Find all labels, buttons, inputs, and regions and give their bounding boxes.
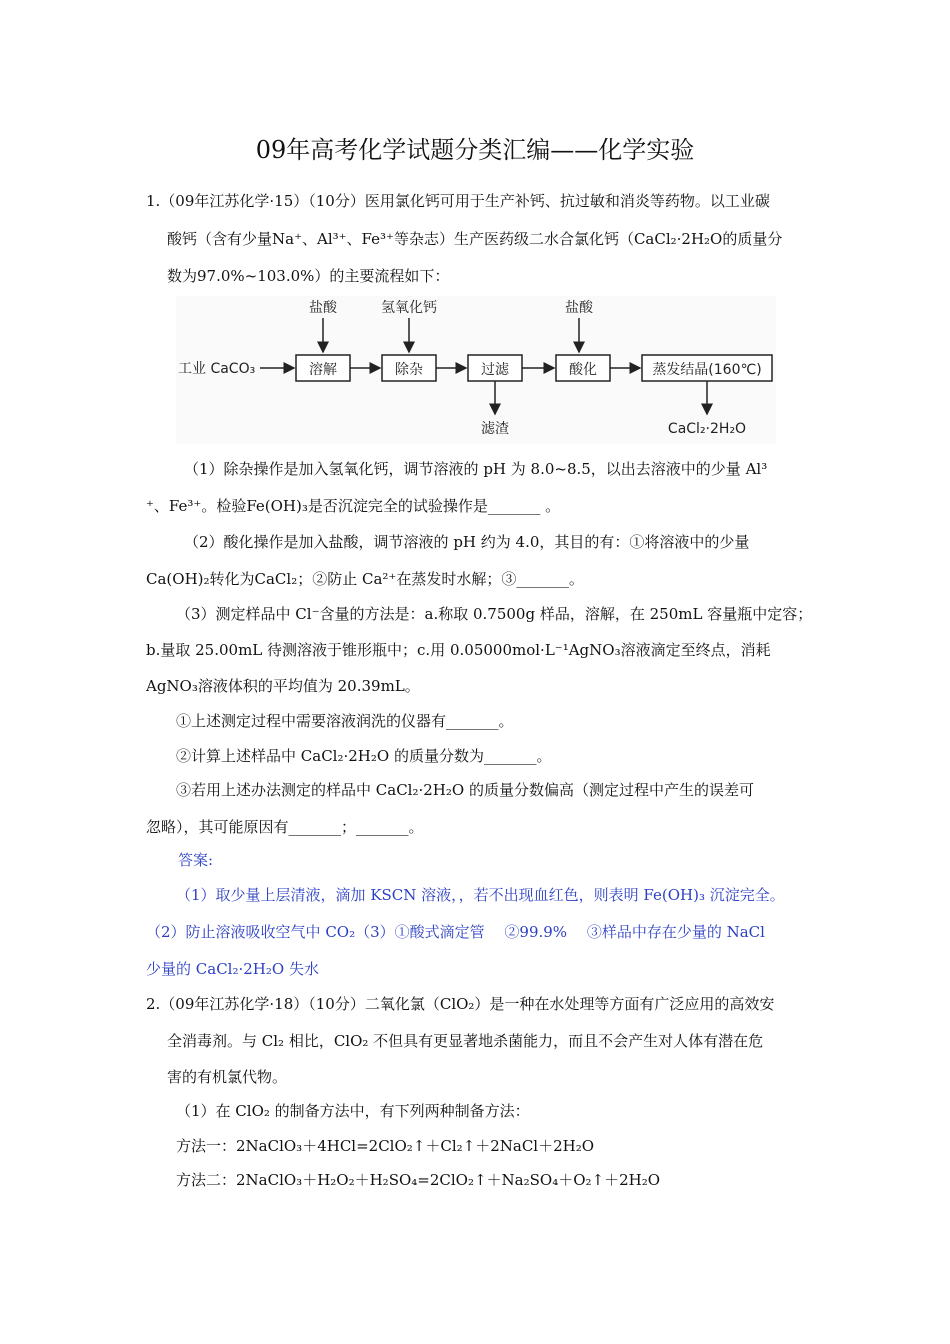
q1-sub-3-line-a: ③若用上述办法测定的样品中 CaCl₂·2H₂O 的质量分数偏高（测定过程中产生的误差可 bbox=[176, 781, 754, 799]
q1-line-2: 酸钙（含有少量Na⁺、Al³⁺、Fe³⁺等杂志）生产医药级二水合氯化钙（CaCl₂·2H₂O的质量分 bbox=[167, 230, 783, 248]
q1-part1-line-b: ⁺、Fe³⁺。检验Fe(OH)₃是否沉淀完全的试验操作是_______ 。 bbox=[146, 497, 561, 515]
flow-box-purify-label: 除杂 bbox=[395, 362, 423, 378]
q1-line-3: 数为97.0%~103.0%）的主要流程如下： bbox=[167, 267, 450, 285]
flow-waste-label: 滤渣 bbox=[481, 421, 509, 437]
answer-line-2: （2）防止溶液吸收空气中 CO₂（3）①酸式滴定管 ②99.9% ③样品中存在少量的 NaCl bbox=[146, 923, 765, 941]
q1-part2-line-b: Ca(OH)₂转化为CaCl₂；②防止 Ca²⁺在蒸发时水解；③_______。 bbox=[146, 570, 584, 588]
flow-box-evaporate-label: 蒸发结晶(160℃) bbox=[652, 362, 762, 378]
q1-line-1: 1.（09年江苏化学·15）（10分）医用氯化钙可用于生产补钙、抗过敏和消炎等药物。以工业碳 bbox=[146, 192, 770, 210]
q1-part3-line-b: b.量取 25.00mL 待测溶液于锥形瓶中；c.用 0.05000mol·L⁻¹AgNO₃溶液滴定至终点，消耗 bbox=[146, 641, 771, 659]
q1-part3-line-a: （3）测定样品中 Cl⁻含量的方法是：a.称取 0.7500g 样品，溶解，在 250mL 容量瓶中定容； bbox=[176, 605, 813, 623]
q2-method-2: 方法二：2NaClO₃＋H₂O₂＋H₂SO₄=2ClO₂↑＋Na₂SO₄＋O₂↑＋2H₂O bbox=[176, 1171, 661, 1189]
flow-input-caoh2: 氢氧化钙 bbox=[381, 300, 437, 316]
q1-sub-2: ②计算上述样品中 CaCl₂·2H₂O 的质量分数为_______。 bbox=[176, 747, 552, 765]
q1-part1-line-a: （1）除杂操作是加入氢氧化钙，调节溶液的 pH 为 8.0~8.5，以出去溶液中的少量 Al³ bbox=[184, 460, 768, 478]
flow-start-label: 工业 CaCO₃ bbox=[178, 361, 256, 377]
flow-input-hcl-1: 盐酸 bbox=[309, 300, 337, 316]
flow-box-dissolve-label: 溶解 bbox=[309, 362, 337, 378]
q1-part2-line-a: （2）酸化操作是加入盐酸，调节溶液的 pH 约为 4.0，其目的有：①将溶液中的少量 bbox=[184, 533, 750, 551]
flow-product-label: CaCl₂·2H₂O bbox=[667, 421, 747, 437]
q2-line-3: 害的有机氯代物。 bbox=[167, 1068, 288, 1086]
answer-label: 答案: bbox=[178, 851, 214, 869]
q2-line-2: 全消毒剂。与 Cl₂ 相比，ClO₂ 不但具有更显著地杀菌能力，而且不会产生对人体有潜在危 bbox=[167, 1032, 764, 1050]
process-flow-diagram bbox=[176, 296, 776, 444]
q1-sub-3-line-b: 忽略），其可能原因有_______；_______。 bbox=[146, 818, 424, 836]
flow-box-filter-label: 过滤 bbox=[481, 362, 509, 378]
flow-box-acidify-label: 酸化 bbox=[569, 362, 597, 378]
flow-input-hcl-2: 盐酸 bbox=[565, 300, 593, 316]
answer-line-3: 少量的 CaCl₂·2H₂O 失水 bbox=[146, 960, 319, 978]
answer-line-1: （1）取少量上层清液，滴加 KSCN 溶液，，若不出现血红色，则表明 Fe(OH)₃ 沉淀完全。 bbox=[176, 886, 785, 904]
q2-part1: （1）在 ClO₂ 的制备方法中，有下列两种制备方法： bbox=[176, 1102, 530, 1120]
page-title: 09年高考化学试题分类汇编——化学实验 bbox=[255, 136, 695, 164]
q1-part3-line-c: AgNO₃溶液体积的平均值为 20.39mL。 bbox=[146, 677, 420, 695]
q2-method-1: 方法一：2NaClO₃＋4HCl=2ClO₂↑＋Cl₂↑＋2NaCl＋2H₂O bbox=[176, 1137, 595, 1155]
q2-line-1: 2.（09年江苏化学·18）（10分）二氧化氯（ClO₂）是一种在水处理等方面有广泛应用的高效安 bbox=[146, 995, 775, 1013]
q1-sub-1: ①上述测定过程中需要溶液润洗的仪器有_______。 bbox=[176, 712, 514, 730]
